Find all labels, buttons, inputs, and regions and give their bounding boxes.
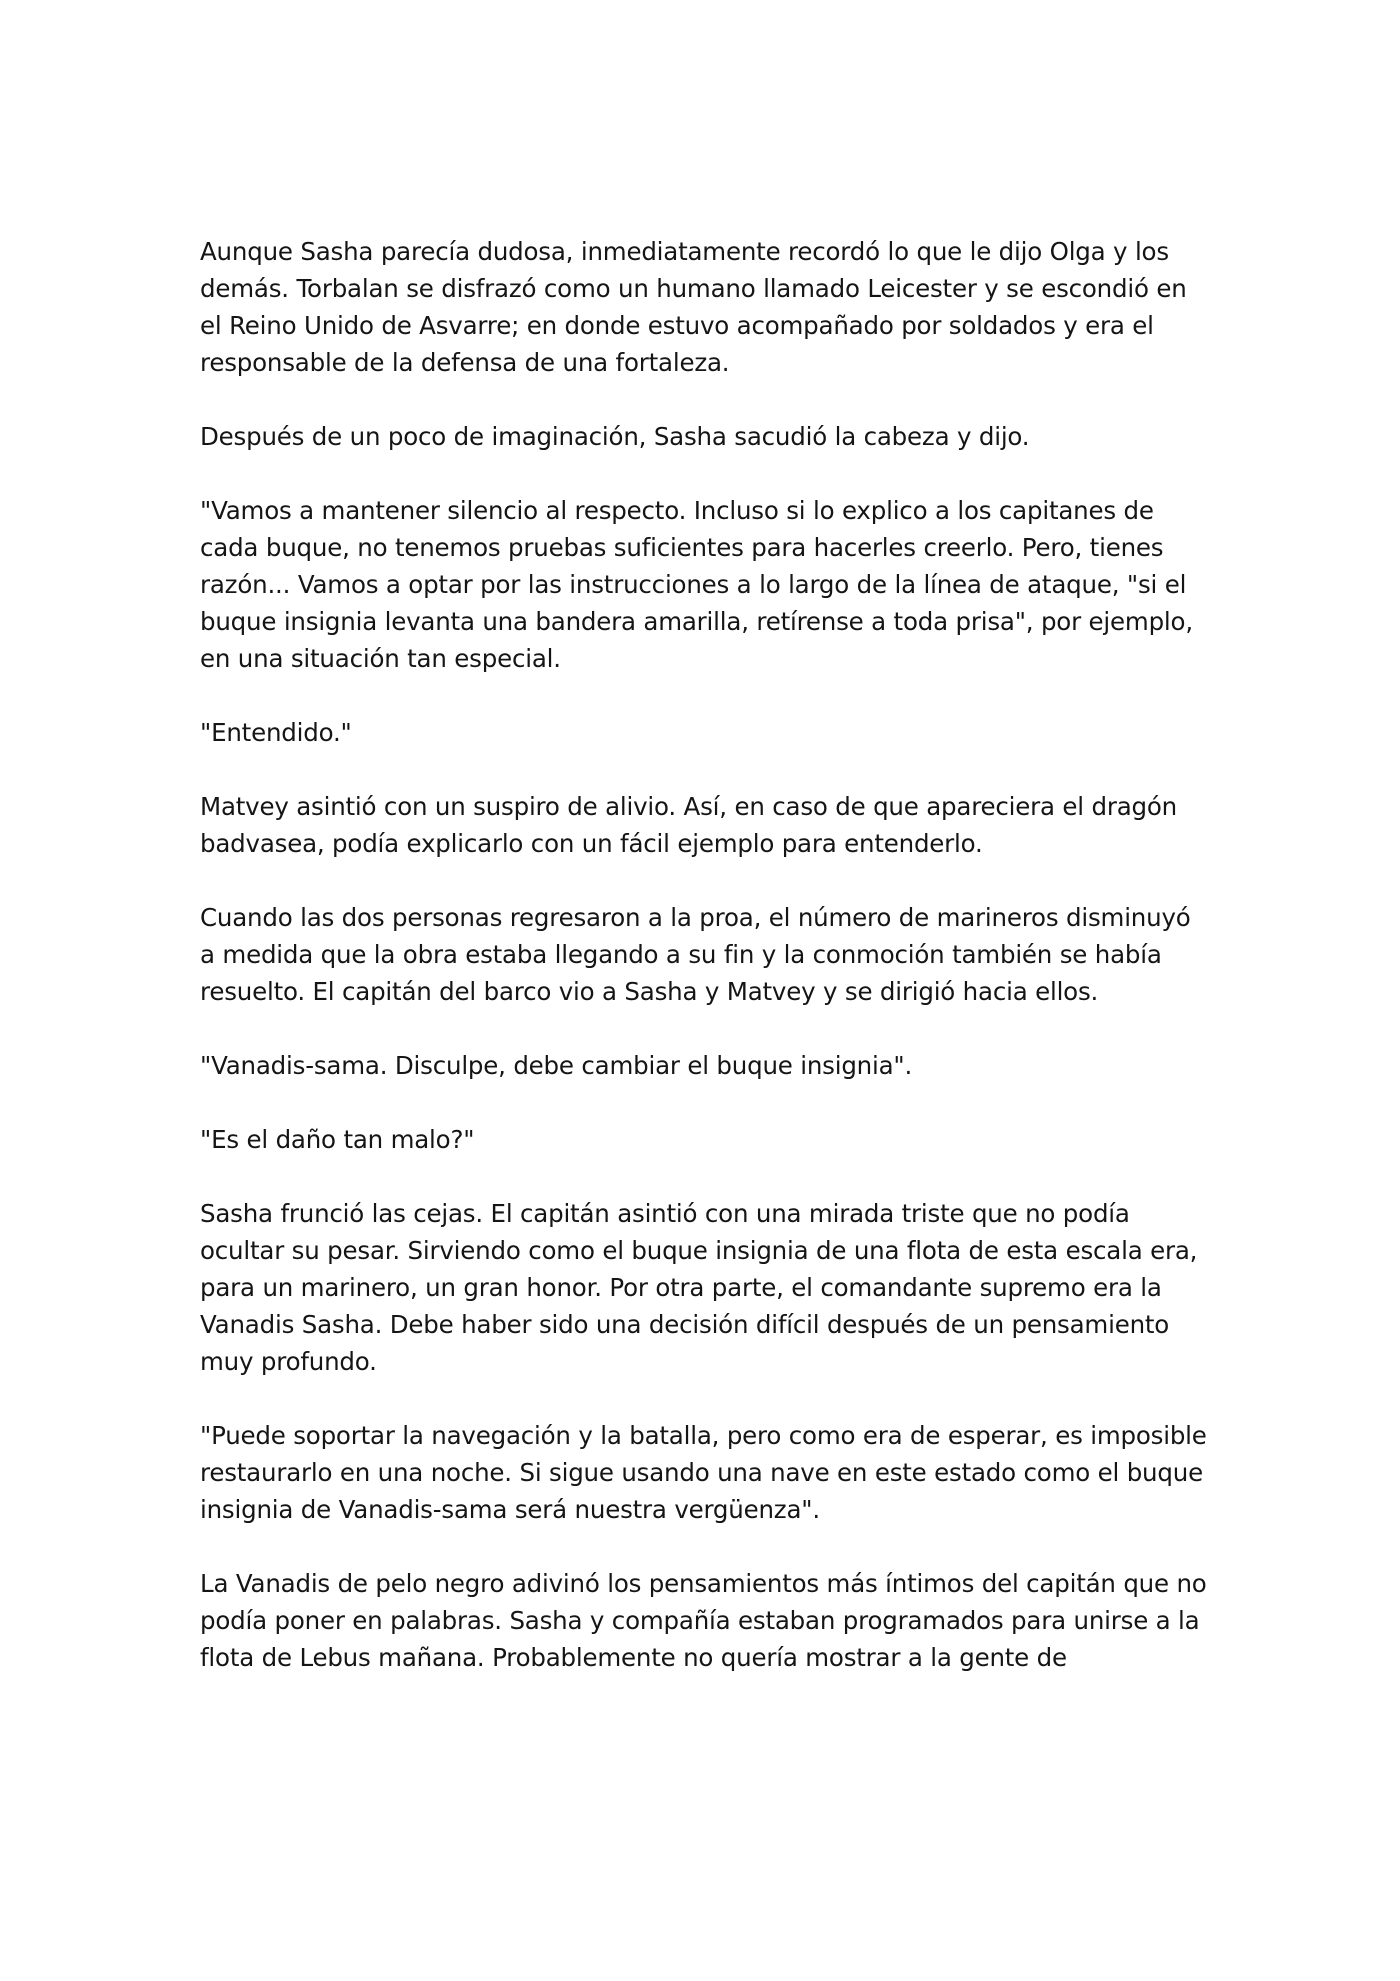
paragraph: Matvey asintió con un suspiro de alivio. Así, en caso de que apareciera el dragón badvasea, podía explicarlo con un fácil ejemplo para entenderlo. (200, 792, 1178, 858)
paragraph: Aunque Sasha parecía dudosa, inmediatamente recordó lo que le dijo Olga y los demás. Torbalan se disfrazó como un humano llamado Leicester y se escondió en el Reino Unido de Asvarre; en donde estuvo acompañado por soldados y era el responsable de la defensa de una fortaleza. (200, 237, 1187, 377)
paragraph: "Entendido." (200, 718, 352, 747)
paragraph: "Es el daño tan malo?" (200, 1125, 475, 1154)
paragraph: La Vanadis de pelo negro adivinó los pensamientos más íntimos del capitán que no podía poner en palabras. Sasha y compañía estaban programados para unirse a la flota de Lebus mañana. Probablemente no quería mostrar a la gente de (200, 1569, 1207, 1672)
paragraph: "Vamos a mantener silencio al respecto. Incluso si lo explico a los capitanes de cada buque, no tenemos pruebas suficientes para hacerles creerlo. Pero, tienes razón... Vamos a optar por las instrucciones a lo largo de la línea de ataque, "si el buque insignia levanta una bandera amarilla, retírense a toda prisa", por ejemplo, en una situación tan especial. (200, 496, 1193, 673)
paragraph: Sasha frunció las cejas. El capitán asintió con una mirada triste que no podía ocultar su pesar. Sirviendo como el buque insignia de una flota de esta escala era, para un marinero, un gran honor. Por otra parte, el comandante supremo era la Vanadis Sasha. Debe haber sido una decisión difícil después de un pensamiento muy profundo. (200, 1199, 1198, 1376)
document-body (200, 233, 1210, 1713)
paragraph: Cuando las dos personas regresaron a la proa, el número de marineros disminuyó a medida que la obra estaba llegando a su fin y la conmoción también se había resuelto. El capitán del barco vio a Sasha y Matvey y se dirigió hacia ellos. (200, 903, 1191, 1006)
paragraph: "Puede soportar la navegación y la batalla, pero como era de esperar, es imposible restaurarlo en una noche. Si sigue usando una nave en este estado como el buque insignia de Vanadis-sama será nuestra vergüenza". (200, 1421, 1207, 1524)
paragraph: "Vanadis-sama. Disculpe, debe cambiar el buque insignia". (200, 1051, 913, 1080)
paragraph: Después de un poco de imaginación, Sasha sacudió la cabeza y dijo. (200, 422, 1030, 451)
